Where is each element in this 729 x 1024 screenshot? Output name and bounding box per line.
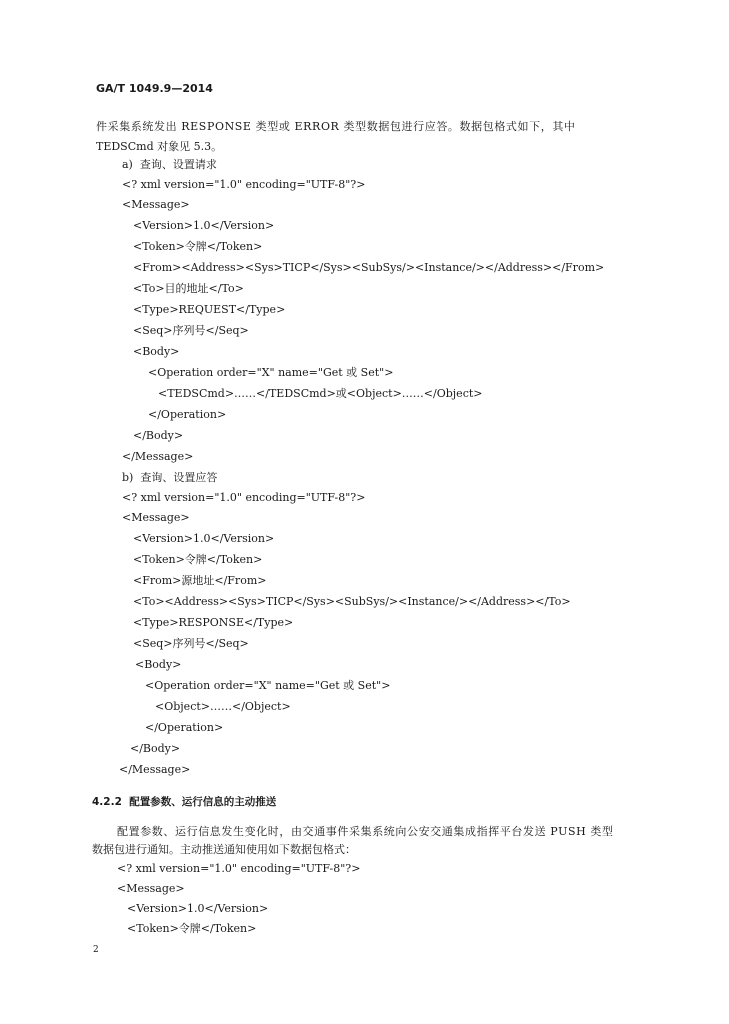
code-line: <Type>REQUEST</Type>: [133, 303, 286, 316]
code-line: <Operation order="X" name="Get 或 Set">: [148, 366, 394, 379]
code-line: <Message>: [117, 882, 185, 895]
intro-paragraph-line-2: TEDSCmd 对象见 5.3。: [96, 140, 223, 153]
code-line: <? xml version="1.0" encoding="UTF-8"?>: [117, 862, 361, 875]
code-line: <To>目的地址</To>: [133, 282, 244, 295]
page-number: 2: [93, 945, 99, 955]
code-line: <Seq>序列号</Seq>: [133, 637, 249, 650]
code-line: <? xml version="1.0" encoding="UTF-8"?>: [122, 491, 366, 504]
code-line: <? xml version="1.0" encoding="UTF-8"?>: [122, 178, 366, 191]
code-line: <Type>RESPONSE</Type>: [133, 616, 294, 629]
code-line: </Body>: [130, 742, 181, 755]
code-line: <From>源地址</From>: [133, 574, 267, 587]
code-line: <Body>: [135, 658, 182, 671]
code-line: </Operation>: [148, 408, 227, 421]
code-line: <Object>……</Object>: [155, 700, 291, 713]
code-line: <From><Address><Sys>TICP</Sys><SubSys/><Instance/></Address></From>: [133, 261, 605, 274]
code-line: </Message>: [119, 763, 191, 776]
code-line: <Version>1.0</Version>: [127, 902, 269, 915]
code-line: </Message>: [122, 450, 194, 463]
code-line: <TEDSCmd>……</TEDSCmd>或<Object>……</Object>: [158, 387, 483, 400]
code-line: <Seq>序列号</Seq>: [133, 324, 249, 337]
code-line: <Token>令牌</Token>: [133, 240, 263, 253]
code-line: <Token>令牌</Token>: [127, 922, 257, 935]
code-line: <Body>: [133, 345, 180, 358]
standard-code-header: GA/T 1049.9—2014: [96, 82, 213, 95]
code-line: <Message>: [122, 511, 190, 524]
code-line: <Version>1.0</Version>: [133, 219, 275, 232]
section-a-label: a) 查询、设置请求: [122, 158, 217, 171]
code-line: <Version>1.0</Version>: [133, 532, 275, 545]
code-line: <Token>令牌</Token>: [133, 553, 263, 566]
code-line: <Operation order="X" name="Get 或 Set">: [145, 679, 391, 692]
section-4-2-2-paragraph-line-1: 配置参数、运行信息发生变化时，由交通事件采集系统向公安交通集成指挥平台发送 PUSH 类型: [117, 825, 614, 838]
section-heading-4-2-2: 4.2.2 配置参数、运行信息的主动推送: [92, 796, 277, 808]
code-line: <To><Address><Sys>TICP</Sys><SubSys/><Instance/></Address></To>: [133, 595, 571, 608]
section-b-label: b) 查询、设置应答: [122, 471, 218, 484]
code-line: </Body>: [133, 429, 184, 442]
intro-paragraph-line-1: 件采集系统发出 RESPONSE 类型或 ERROR 类型数据包进行应答。数据包格式如下，其中: [96, 120, 576, 133]
code-line: <Message>: [122, 198, 190, 211]
code-line: </Operation>: [145, 721, 224, 734]
section-4-2-2-paragraph-line-2: 数据包进行通知。主动推送通知使用如下数据包格式：: [92, 843, 356, 856]
